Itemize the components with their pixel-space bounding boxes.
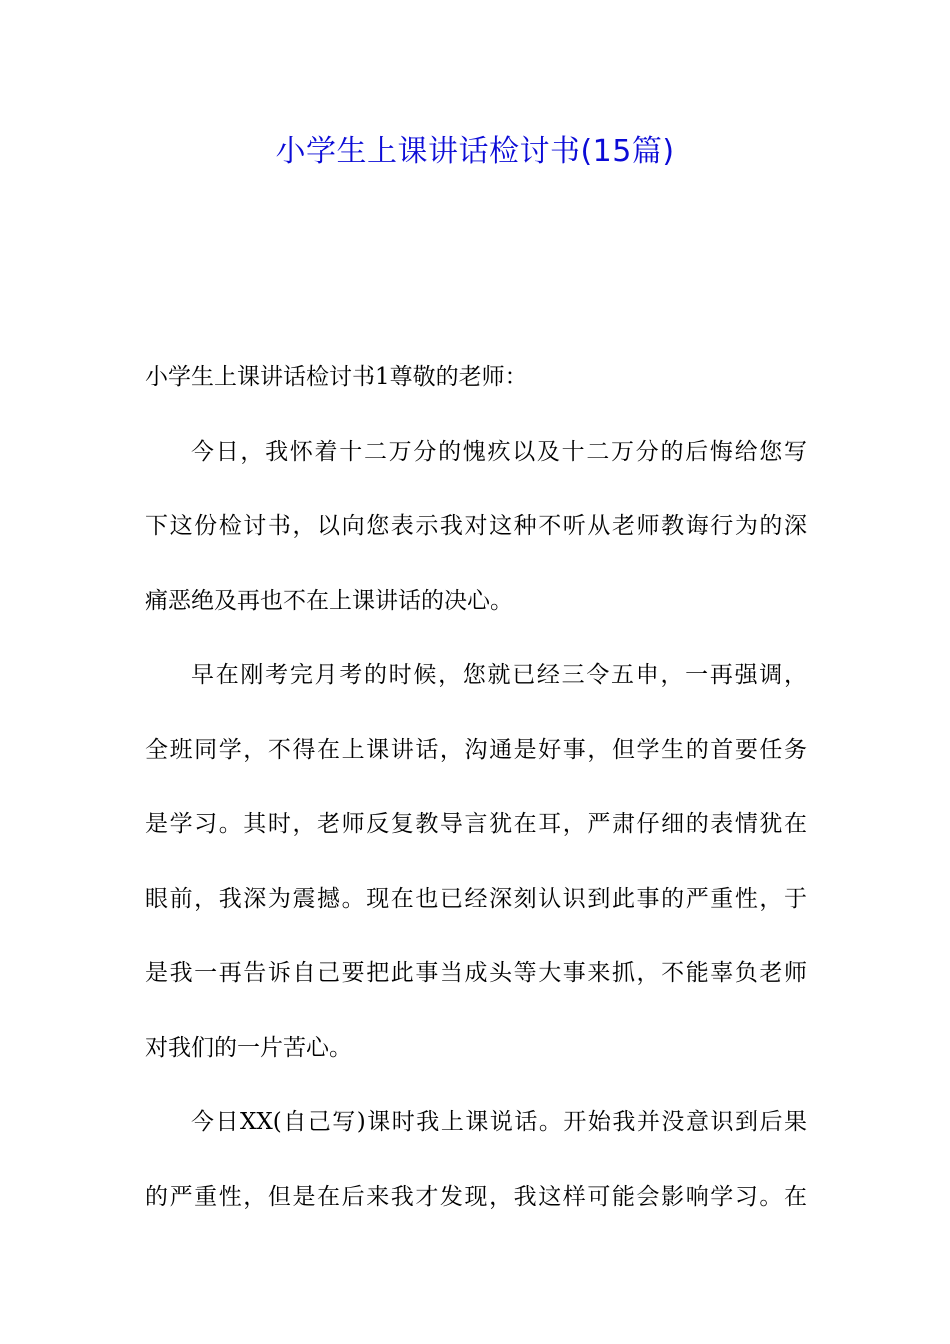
document-title: 小学生上课讲话检讨书(15篇) bbox=[275, 134, 675, 169]
body-line: 全班同学，不得在上课讲话，沟通是好事，但学生的首要任务 bbox=[145, 736, 807, 763]
body-line: 是学习。其时，老师反复教导言犹在耳，严肃仔细的表情犹在 bbox=[145, 811, 807, 837]
body-line: 痛恶绝及再也不在上课讲话的决心。 bbox=[145, 587, 513, 614]
body-line: 下这份检讨书，以向您表示我对这种不听从老师教诲行为的深 bbox=[145, 513, 807, 539]
document-body bbox=[145, 340, 807, 1234]
body-line: 早在刚考完月考的时候，您就已经三令五申，一再强调， bbox=[191, 662, 807, 688]
salutation-line: 小学生上课讲话检讨书1尊敬的老师： bbox=[145, 364, 528, 390]
body-line: 今日，我怀着十二万分的愧疚以及十二万分的后悔给您写 bbox=[191, 438, 807, 465]
body-line: 对我们的一片苦心。 bbox=[145, 1034, 352, 1061]
body-line: 是我一再告诉自己要把此事当成头等大事来抓，不能辜负老师 bbox=[145, 960, 807, 986]
body-line: 眼前，我深为震撼。现在也已经深刻认识到此事的严重性，于 bbox=[145, 885, 807, 912]
body-line: 今日XX(自己写)课时我上课说话。开始我并没意识到后果 bbox=[191, 1109, 807, 1135]
body-line: 的严重性，但是在后来我才发现，我这样可能会影响学习。在 bbox=[145, 1183, 807, 1210]
